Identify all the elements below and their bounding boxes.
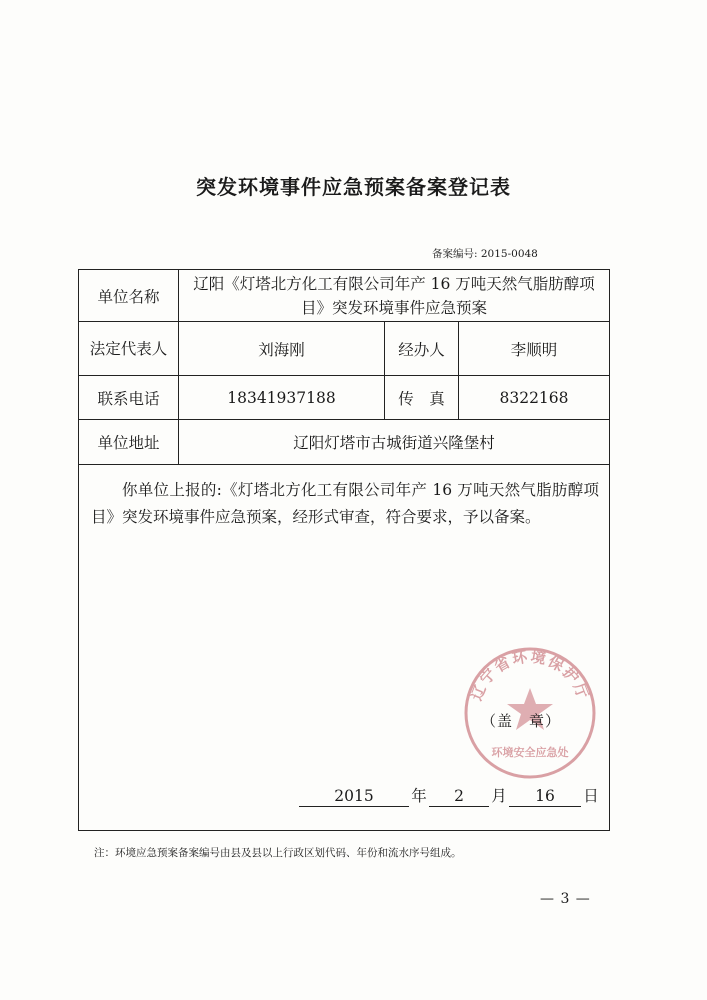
fax-label: 传 真	[385, 376, 459, 419]
svg-text:环境安全应急处: 环境安全应急处	[491, 746, 569, 759]
date-month: 2	[429, 786, 489, 807]
stamp-label: （盖 章）	[481, 712, 562, 730]
unit-name-label: 单位名称	[79, 270, 179, 321]
handler-value: 李顺明	[510, 340, 558, 359]
page-number: — 3 —	[540, 891, 591, 907]
address-row	[79, 420, 609, 465]
date-year: 2015	[299, 786, 409, 807]
contact-row	[79, 376, 609, 420]
svg-text:辽宁省环境保护厅: 辽宁省环境保护厅	[467, 647, 593, 704]
date-day: 16	[509, 786, 581, 807]
address-value: 辽阳灯塔市古城街道兴隆堡村	[293, 434, 495, 452]
legal-rep-value: 刘海刚	[179, 322, 385, 375]
approval-date	[299, 784, 601, 807]
approval-notice: 你单位上报的:《灯塔北方化工有限公司年产 16 万吨天然气脂肪醇项目》突发环境事件应急预案，经形式审查，符合要求，予以备案。	[91, 481, 599, 526]
unit-name-row	[79, 270, 609, 322]
date-day-unit: 日	[583, 787, 599, 805]
unit-name-value: 辽阳《灯塔北方化工有限公司年产 16 万吨天然气脂肪醇项目》突发环境事件应急预案	[193, 274, 595, 317]
phone-value: 18341937188	[179, 376, 385, 419]
handler-label: 经办人	[385, 322, 459, 375]
registration-form	[78, 269, 610, 831]
document-title: 突发环境事件应急预案备案登记表	[196, 175, 511, 199]
date-month-unit: 月	[491, 787, 507, 805]
legal-rep-label: 法定代表人	[79, 322, 179, 375]
legal-rep-row	[79, 322, 609, 376]
phone-label: 联系电话	[79, 376, 179, 419]
record-number: 备案编号: 2015-0048	[432, 248, 538, 260]
date-year-unit: 年	[411, 787, 427, 805]
address-label: 单位地址	[79, 420, 179, 464]
footnote: 注：环境应急预案备案编号由县及县以上行政区划代码、年份和流水序号组成。	[94, 847, 462, 859]
fax-value: 8322168	[499, 388, 569, 407]
